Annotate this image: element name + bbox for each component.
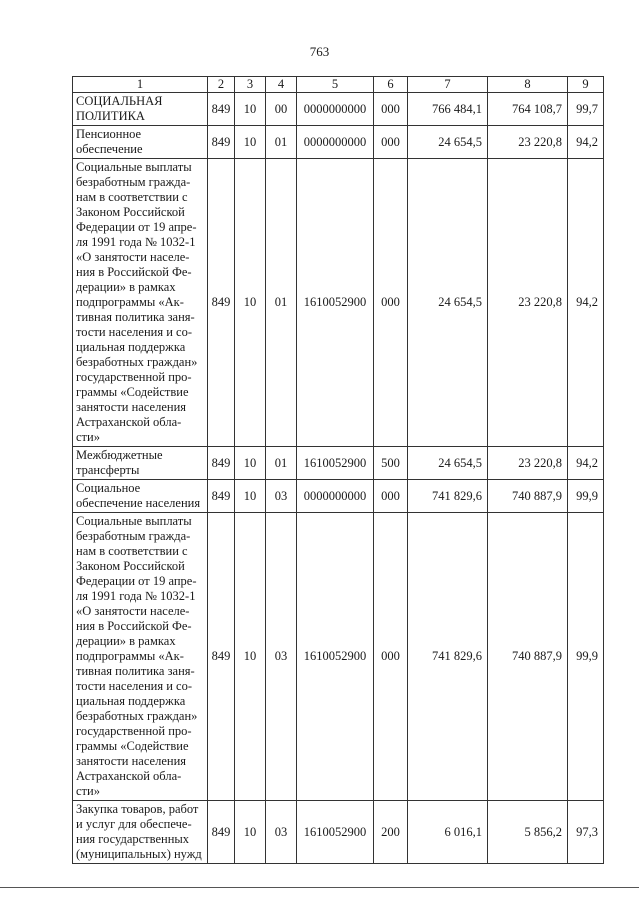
row-cell: 1610052900 xyxy=(297,159,374,447)
row-name: Межбюджетные трансферты xyxy=(73,447,208,480)
column-header: 8 xyxy=(488,77,568,93)
row-cell: 99,9 xyxy=(568,480,604,513)
header-row xyxy=(73,77,604,93)
row-cell: 10 xyxy=(235,801,266,864)
row-name: Пенсионное обеспечение xyxy=(73,126,208,159)
row-cell: 1610052900 xyxy=(297,801,374,864)
row-cell: 1610052900 xyxy=(297,447,374,480)
row-cell: 24 654,5 xyxy=(408,447,488,480)
row-cell: 0000000000 xyxy=(297,126,374,159)
row-cell: 764 108,7 xyxy=(488,93,568,126)
row-cell: 0000000000 xyxy=(297,93,374,126)
row-cell: 849 xyxy=(208,93,235,126)
column-header: 4 xyxy=(266,77,297,93)
row-cell: 00 xyxy=(266,93,297,126)
row-cell: 740 887,9 xyxy=(488,513,568,801)
table-row xyxy=(73,801,604,864)
column-header: 5 xyxy=(297,77,374,93)
column-header: 3 xyxy=(235,77,266,93)
row-cell: 01 xyxy=(266,447,297,480)
row-cell: 000 xyxy=(374,480,408,513)
row-cell: 000 xyxy=(374,126,408,159)
row-cell: 24 654,5 xyxy=(408,126,488,159)
row-cell: 1610052900 xyxy=(297,513,374,801)
row-cell: 741 829,6 xyxy=(408,513,488,801)
table-row xyxy=(73,159,604,447)
table-row xyxy=(73,513,604,801)
row-cell: 6 016,1 xyxy=(408,801,488,864)
budget-table xyxy=(72,76,604,864)
table-row xyxy=(73,126,604,159)
row-name: СОЦИАЛЬНАЯ ПОЛИТИКА xyxy=(73,93,208,126)
column-header: 6 xyxy=(374,77,408,93)
row-cell: 849 xyxy=(208,801,235,864)
row-cell: 01 xyxy=(266,126,297,159)
column-header: 2 xyxy=(208,77,235,93)
row-cell: 0000000000 xyxy=(297,480,374,513)
row-cell: 99,7 xyxy=(568,93,604,126)
row-cell: 200 xyxy=(374,801,408,864)
row-cell: 03 xyxy=(266,513,297,801)
row-cell: 740 887,9 xyxy=(488,480,568,513)
row-cell: 849 xyxy=(208,159,235,447)
row-cell: 03 xyxy=(266,480,297,513)
row-cell: 97,3 xyxy=(568,801,604,864)
row-cell: 99,9 xyxy=(568,513,604,801)
row-name: Закупка товаров, работ и услуг для обеспече- ния государственных (муниципальных) нужд xyxy=(73,801,208,864)
row-cell: 000 xyxy=(374,159,408,447)
row-cell: 10 xyxy=(235,447,266,480)
row-name: Социальное обеспечение населения xyxy=(73,480,208,513)
table-row xyxy=(73,93,604,126)
page-number: 763 xyxy=(309,44,330,59)
row-cell: 23 220,8 xyxy=(488,126,568,159)
row-cell: 741 829,6 xyxy=(408,480,488,513)
row-cell: 94,2 xyxy=(568,159,604,447)
row-cell: 10 xyxy=(235,93,266,126)
row-cell: 94,2 xyxy=(568,126,604,159)
bottom-divider xyxy=(0,887,639,888)
row-cell: 849 xyxy=(208,513,235,801)
row-cell: 500 xyxy=(374,447,408,480)
row-cell: 94,2 xyxy=(568,447,604,480)
column-header: 7 xyxy=(408,77,488,93)
row-cell: 03 xyxy=(266,801,297,864)
row-cell: 766 484,1 xyxy=(408,93,488,126)
row-name: Социальные выплаты безработным гражда- нам в соответствии с Законом Российской Федерации от 19 апре- ля 1991 года № 1032-1 «О занятости населе- ния в Российской Фе- дерации» в рамках подпрограммы «Ак- тивная политика заня- тости населения и со- циальная поддержка безработных граждан» государственной про- граммы «Содействие занятости населения Астраханской обла- сти» xyxy=(73,513,208,801)
row-cell: 10 xyxy=(235,159,266,447)
row-cell: 01 xyxy=(266,159,297,447)
row-cell: 23 220,8 xyxy=(488,159,568,447)
row-cell: 10 xyxy=(235,480,266,513)
table-row xyxy=(73,447,604,480)
row-cell: 000 xyxy=(374,93,408,126)
row-cell: 24 654,5 xyxy=(408,159,488,447)
row-cell: 849 xyxy=(208,126,235,159)
row-cell: 5 856,2 xyxy=(488,801,568,864)
row-name: Социальные выплаты безработным гражда- нам в соответствии с Законом Российской Федерации от 19 апре- ля 1991 года № 1032-1 «О занятости населе- ния в Российской Фе- дерации» в рамках подпрограммы «Ак- тивная политика заня- тости населения и со- циальная поддержка безработных граждан» государственной про- граммы «Содействие занятости населения Астраханской обла- сти» xyxy=(73,159,208,447)
table-row xyxy=(73,480,604,513)
row-cell: 849 xyxy=(208,447,235,480)
row-cell: 10 xyxy=(235,513,266,801)
row-cell: 849 xyxy=(208,480,235,513)
column-header: 9 xyxy=(568,77,604,93)
row-cell: 000 xyxy=(374,513,408,801)
row-cell: 23 220,8 xyxy=(488,447,568,480)
row-cell: 10 xyxy=(235,126,266,159)
column-header: 1 xyxy=(73,77,208,93)
